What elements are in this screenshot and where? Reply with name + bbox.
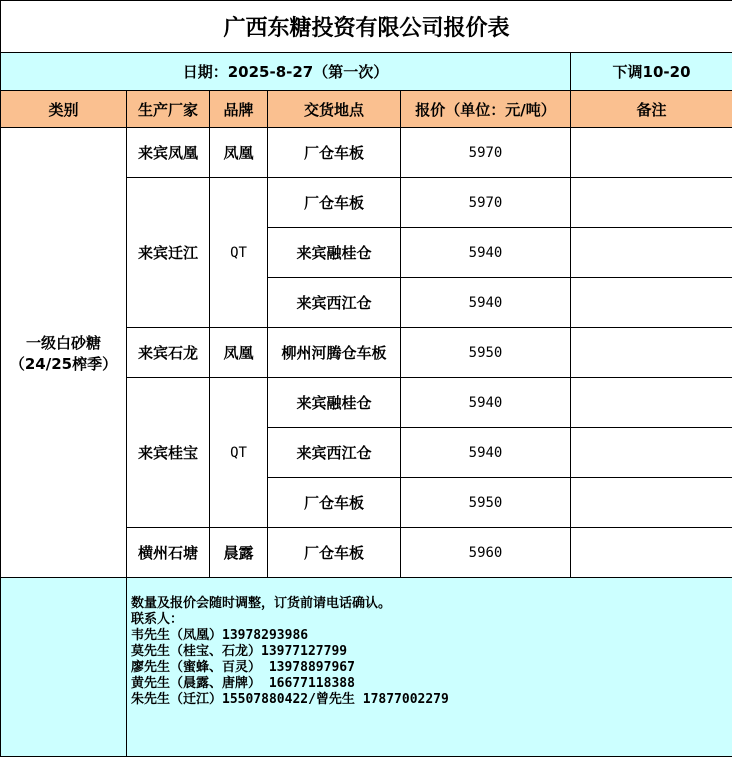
location-cell: 柳州河腾仓车板 [268, 328, 401, 378]
location-cell: 来宾西江仓 [268, 278, 401, 328]
brand-cell: 晨露 [210, 528, 268, 578]
location-cell: 厂仓车板 [268, 528, 401, 578]
note-line: 莫先生（桂宝、石龙）13977127799 [131, 644, 732, 660]
remark-cell [571, 178, 732, 228]
remark-cell [571, 328, 732, 378]
remark-cell [571, 478, 732, 528]
category-season: （24/25榨季） [1, 353, 126, 374]
price-cell: 5950 [401, 478, 571, 528]
remark-cell [571, 428, 732, 478]
maker-cell: 来宾石龙 [127, 328, 210, 378]
category-cell [1, 128, 127, 578]
brand-cell: QT [210, 378, 268, 528]
note-line: 朱先生（迁江）15507880422/曾先生 17877002279 [131, 692, 732, 708]
location-cell: 来宾融桂仓 [268, 228, 401, 278]
price-cell: 5940 [401, 428, 571, 478]
location-cell: 厂仓车板 [268, 128, 401, 178]
remark-cell [571, 528, 732, 578]
header-maker: 生产厂家 [127, 91, 210, 128]
footer-blank-cell [1, 578, 127, 757]
maker-cell: 横州石塘 [127, 528, 210, 578]
location-cell: 来宾融桂仓 [268, 378, 401, 428]
maker-cell: 来宾桂宝 [127, 378, 210, 528]
brand-cell: QT [210, 178, 268, 328]
price-cell: 5970 [401, 178, 571, 228]
remark-cell [571, 228, 732, 278]
remark-cell [571, 278, 732, 328]
brand-cell: 凤凰 [210, 328, 268, 378]
page-title: 广西东糖投资有限公司报价表 [1, 1, 732, 53]
header-brand: 品牌 [210, 91, 268, 128]
remark-cell [571, 378, 732, 428]
price-cell: 5970 [401, 128, 571, 178]
location-cell: 厂仓车板 [268, 178, 401, 228]
date-label: 日期：2025-8-27（第一次） [1, 53, 571, 91]
category-name: 一级白砂糖 [1, 332, 126, 353]
brand-cell: 凤凰 [210, 128, 268, 178]
price-cell: 5940 [401, 378, 571, 428]
header-category: 类别 [1, 91, 127, 128]
price-adjustment: 下调10-20 [571, 53, 732, 91]
note-line: 黄先生（晨露、唐牌） 16677118388 [131, 676, 732, 692]
header-price: 报价（单位：元/吨） [401, 91, 571, 128]
note-line: 韦先生（凤凰）13978293986 [131, 628, 732, 644]
price-cell: 5960 [401, 528, 571, 578]
note-line: 廖先生（蜜蜂、百灵） 13978897967 [131, 660, 732, 676]
note-line: 数量及报价会随时调整，订货前请电话确认。 [131, 596, 732, 612]
price-cell: 5940 [401, 278, 571, 328]
header-location: 交货地点 [268, 91, 401, 128]
remark-cell [571, 128, 732, 178]
maker-cell: 来宾凤凰 [127, 128, 210, 178]
maker-cell: 来宾迁江 [127, 178, 210, 328]
notes-cell [127, 578, 732, 757]
location-cell: 厂仓车板 [268, 478, 401, 528]
header-remark: 备注 [571, 91, 732, 128]
note-line: 联系人： [131, 612, 732, 628]
price-cell: 5950 [401, 328, 571, 378]
table-row [1, 128, 732, 178]
price-cell: 5940 [401, 228, 571, 278]
location-cell: 来宾西江仓 [268, 428, 401, 478]
